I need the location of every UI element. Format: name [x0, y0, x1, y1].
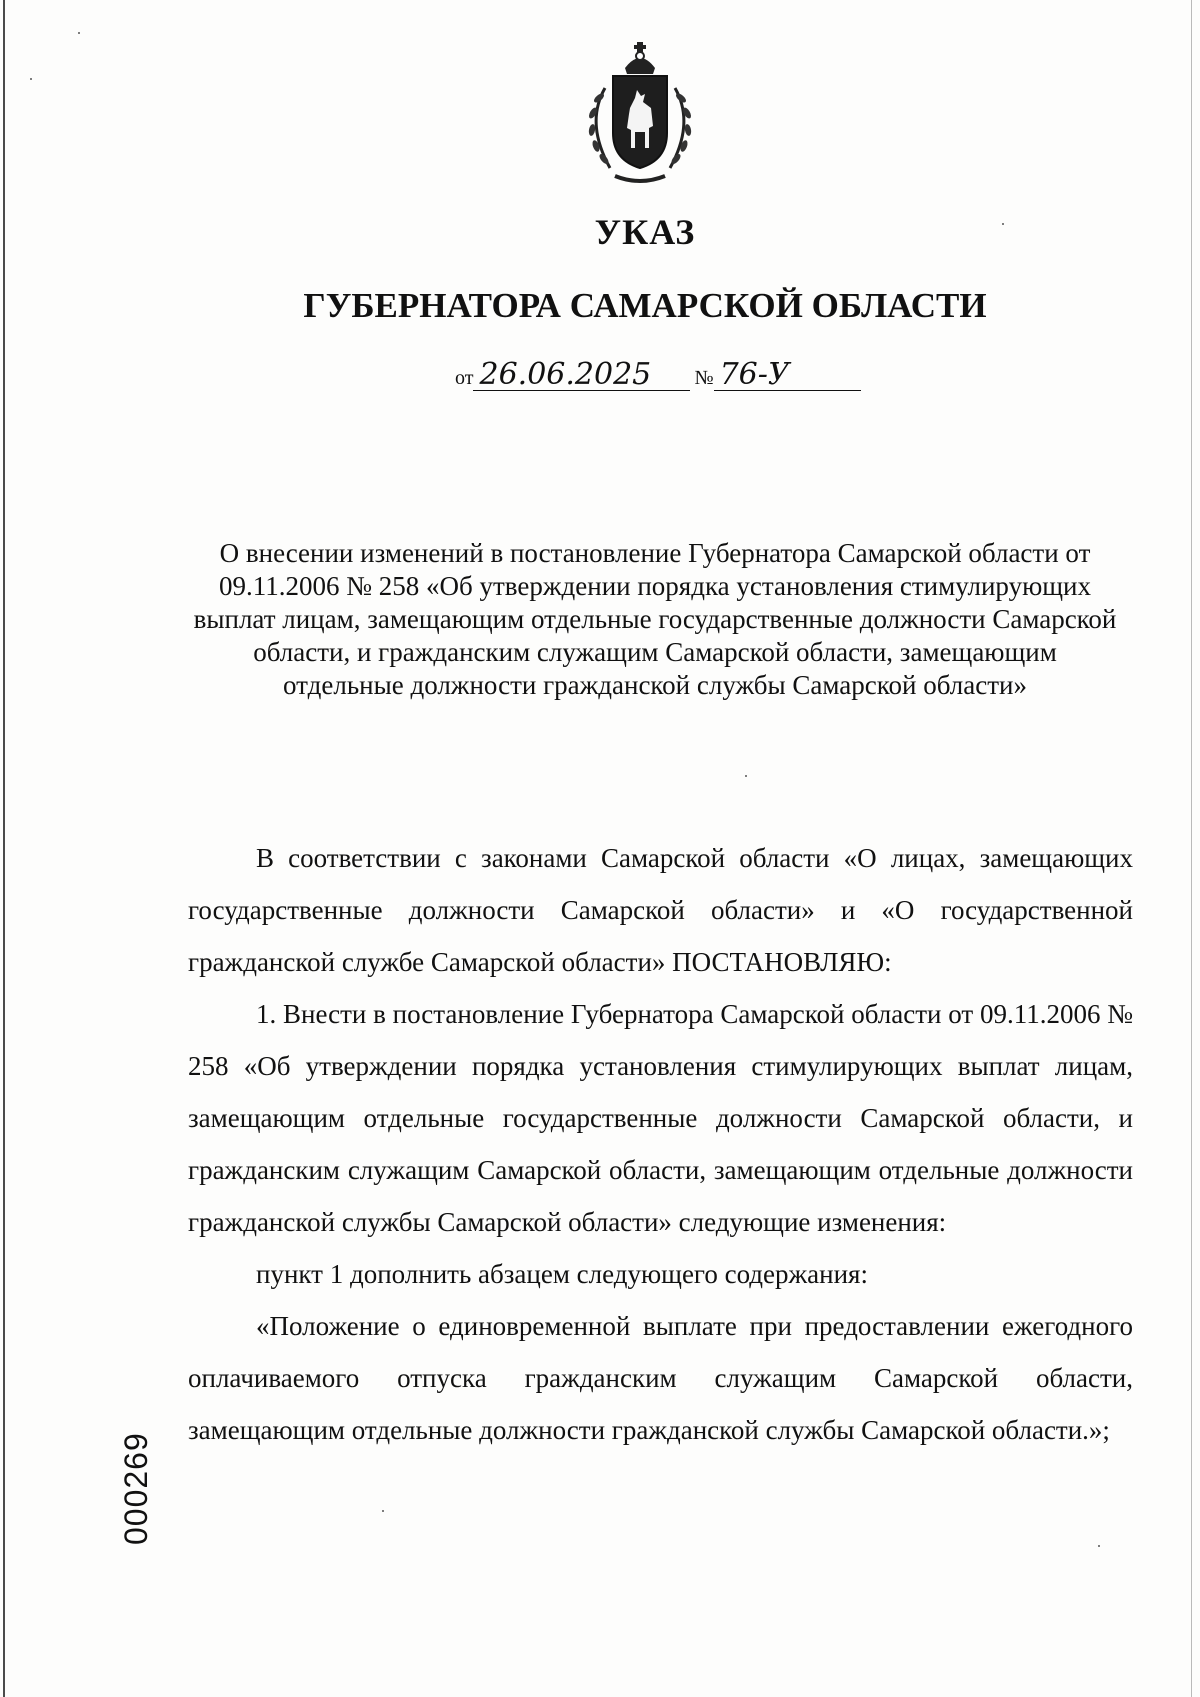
item-1-intro-paragraph: пункт 1 дополнить абзацем следующего содержания: [256, 1259, 868, 1289]
date-number-line [455, 357, 861, 406]
handwritten-date: 26.06.2025 [473, 360, 690, 391]
scan-speck [1002, 223, 1004, 225]
date-label: от [455, 367, 474, 389]
scan-speck [30, 78, 32, 80]
document-body [188, 832, 1133, 1456]
page-right-edge [1191, 0, 1192, 1697]
handwritten-number: 76-У [714, 360, 861, 391]
page-left-edge [3, 0, 5, 1697]
coat-of-arms-emblem [575, 38, 705, 188]
scan-speck [745, 775, 747, 777]
number-label: № [694, 367, 714, 389]
scan-speck [382, 1510, 384, 1512]
item-1-paragraph: 1. Внести в постановление Губернатора Самарской области от 09.11.2006 № 258 «Об утверждении порядка установления стимулирующих выплат лицам, замещающим отдельные государственные должности Самарской области, и гражданским служащим Самарской области, замещающим отдельные должности гражданской службы Самарской области» следующие изменения: [188, 999, 1133, 1237]
document-subject: О внесении изменений в постановление Губернатора Самарской области от 09.11.2006 № 258 «Об утверждении порядка установления стимулирующих выплат лицам, замещающим отдельные государственные должности Самарской области, и гражданским служащим Самарской области, замещающим отдельные должности гражданской службы Самарской области» [193, 538, 1117, 700]
form-serial-number: 000269 [118, 1432, 154, 1545]
scan-speck [1098, 1545, 1100, 1547]
document-type-heading: УКАЗ [594, 212, 696, 252]
issuer-heading: ГУБЕРНАТОРА САМАРСКОЙ ОБЛАСТИ [303, 286, 987, 325]
scan-speck [78, 32, 80, 34]
preamble-paragraph: В соответствии с законами Самарской области «О лицах, замещающих государственные должности Самарской области» и «О государственной гражданской службе Самарской области» ПОСТАНОВЛЯЮ: [188, 843, 1133, 977]
item-1-quote-paragraph: «Положение о единовременной выплате при предоставлении ежегодного оплачиваемого отпуска гражданским служащим Самарской области, замещающим отдельные должности гражданской службы Самарской области.»; [188, 1311, 1133, 1445]
